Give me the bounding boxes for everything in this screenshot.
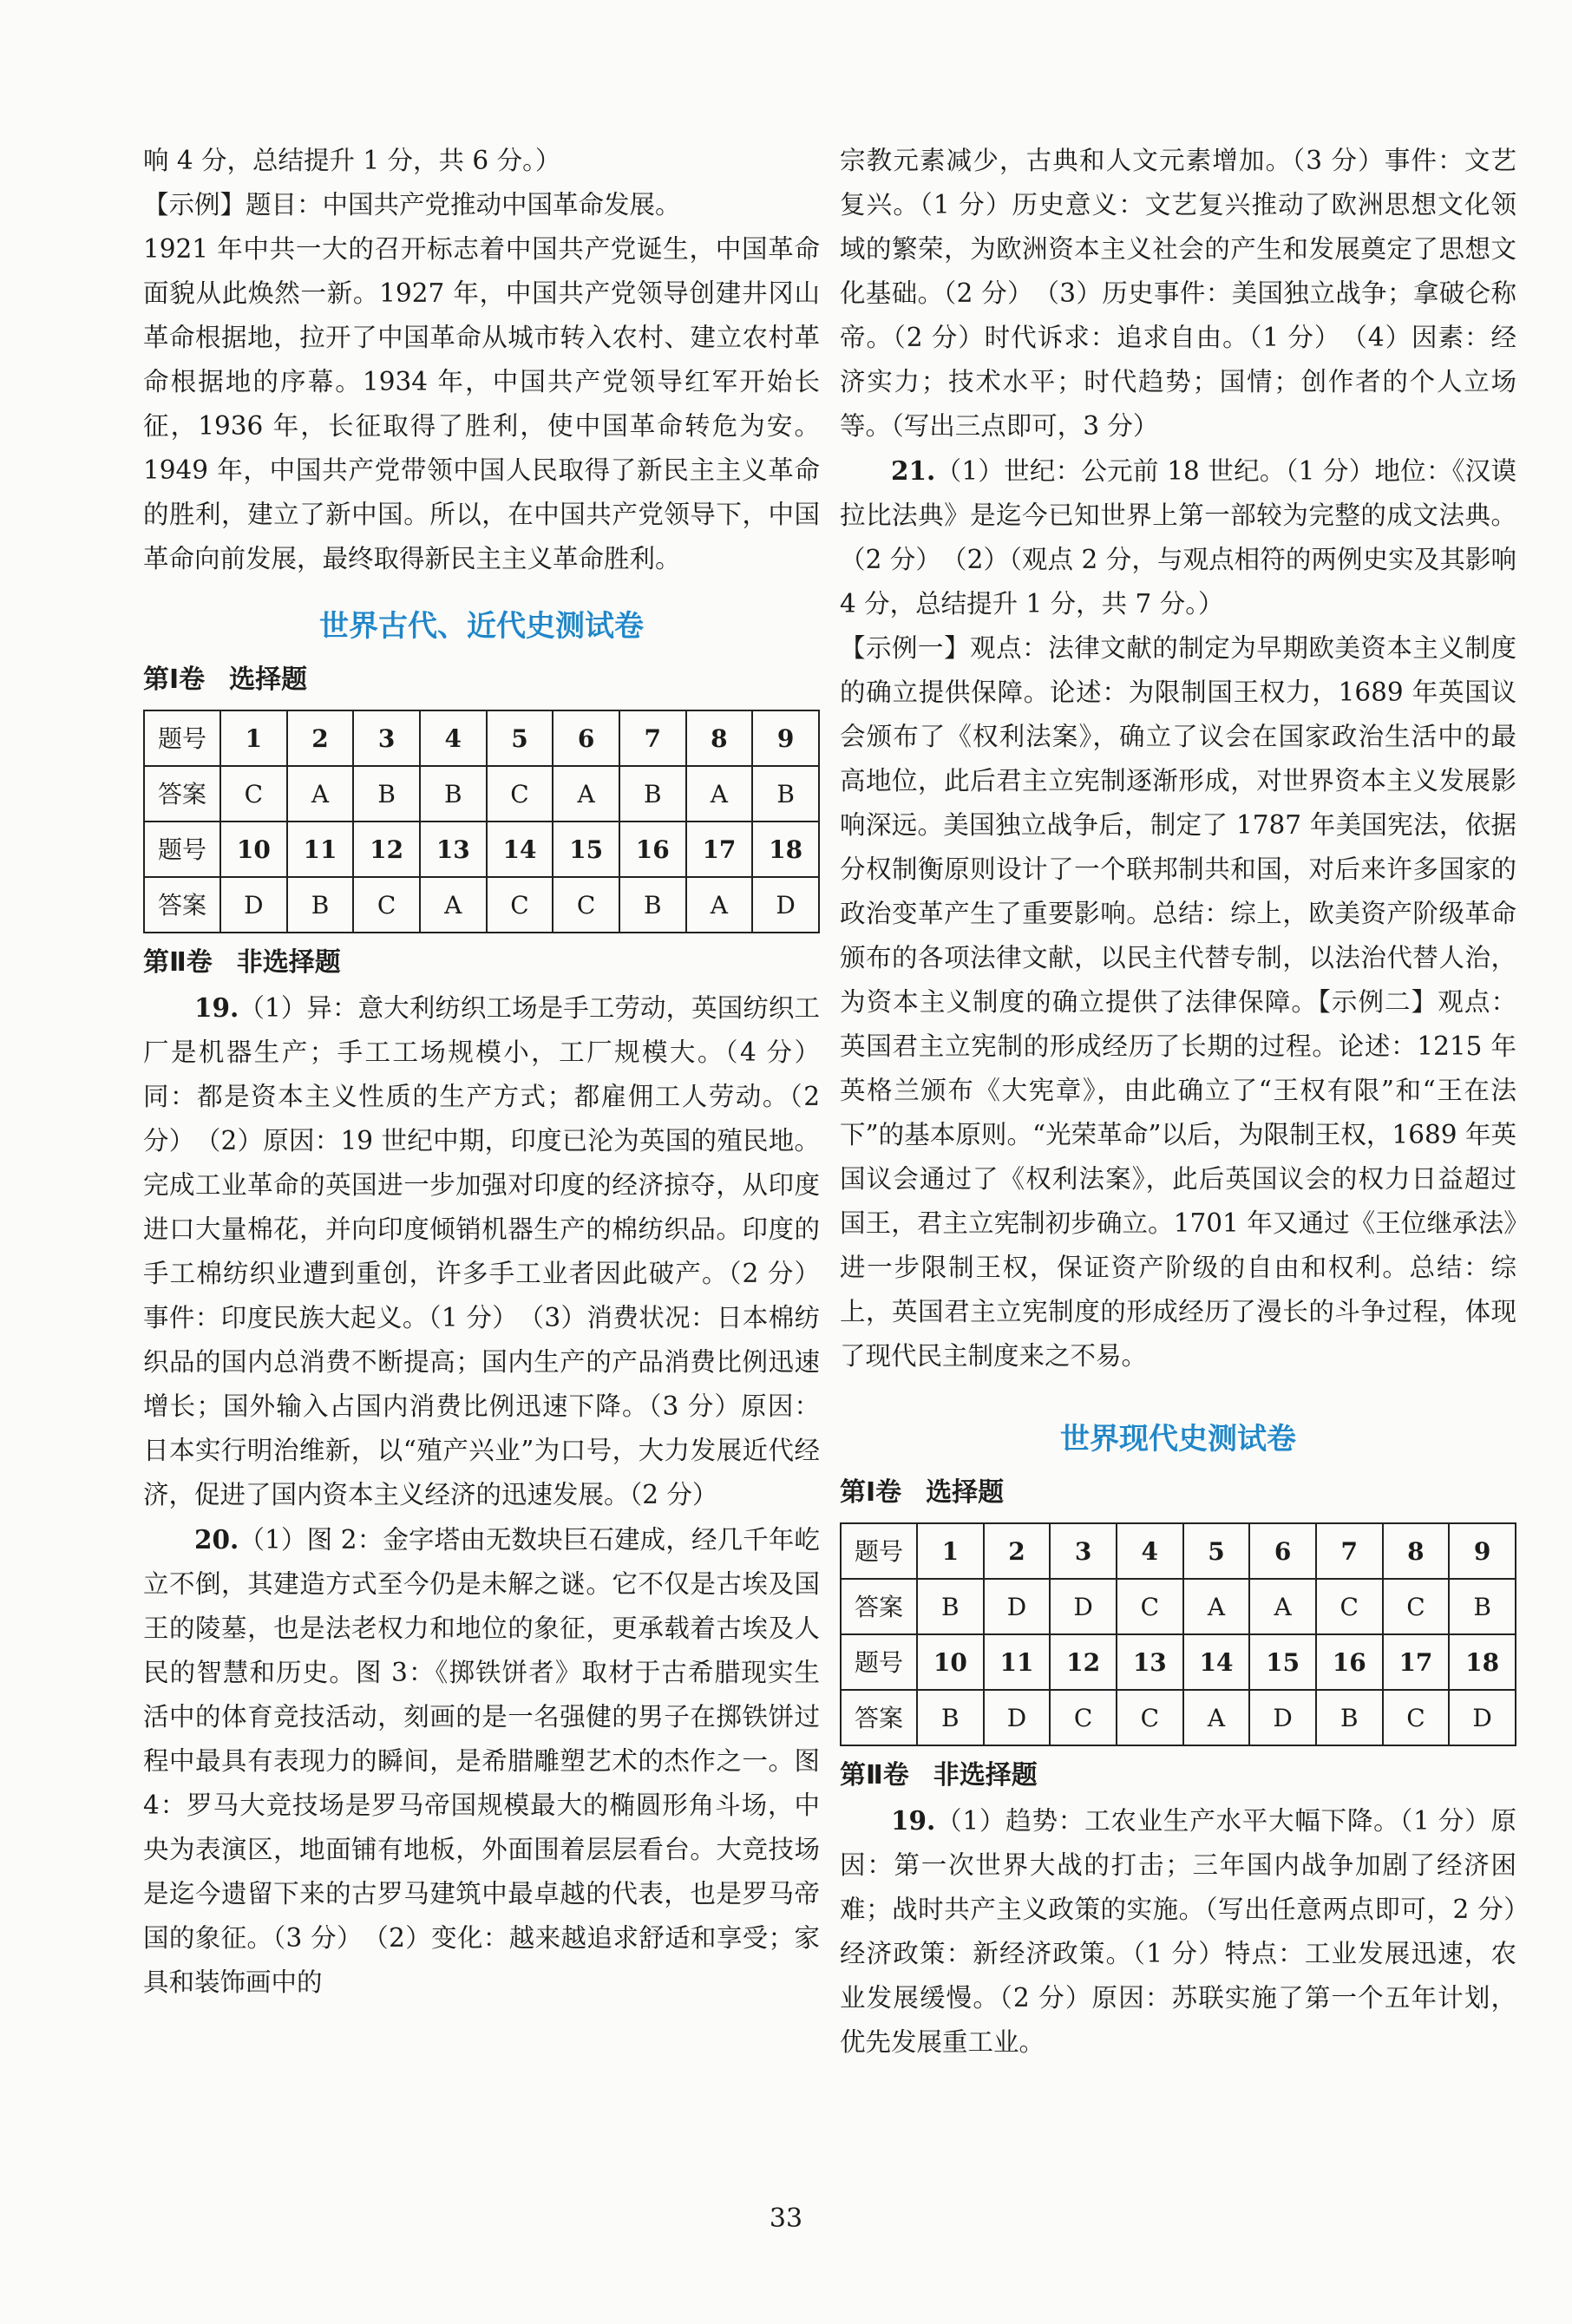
table-cell: A (686, 766, 753, 822)
part1-label: 第Ⅰ卷 (143, 664, 206, 695)
table-cell: 15 (553, 822, 619, 877)
table-cell: B (752, 766, 819, 822)
table-cell: 4 (420, 710, 487, 766)
table-cell: 14 (1183, 1634, 1250, 1690)
table-cell: C (487, 766, 553, 822)
table-cell: C (1117, 1579, 1183, 1634)
table-cell: A (1249, 1579, 1316, 1634)
table-cell: 10 (220, 822, 287, 877)
table-cell: 7 (1316, 1523, 1383, 1579)
answer-table-ancient (143, 710, 820, 933)
table-cell: C (487, 877, 553, 933)
left-column (143, 139, 820, 2005)
table-cell: 2 (287, 710, 354, 766)
part2-heading (840, 1753, 1516, 1798)
table-cell: B (619, 877, 686, 933)
table-cell: 16 (619, 822, 686, 877)
table-row-label: 题号 (841, 1634, 917, 1690)
page-number: 33 (769, 2203, 803, 2234)
table-cell: D (752, 877, 819, 933)
table-cell: 12 (1050, 1634, 1117, 1690)
table-cell: D (1249, 1690, 1316, 1745)
table-cell: 5 (1183, 1523, 1250, 1579)
table-cell: B (353, 766, 420, 822)
paragraph: 响 4 分，总结提升 1 分，共 6 分。） (143, 146, 561, 175)
table-cell: 15 (1249, 1634, 1316, 1690)
table-cell: 6 (1249, 1523, 1316, 1579)
table-cell: 4 (1117, 1523, 1183, 1579)
table-row (144, 877, 819, 933)
table-row (144, 766, 819, 822)
table-cell: A (1183, 1579, 1250, 1634)
table-row-label: 题号 (841, 1523, 917, 1579)
table-cell: A (420, 877, 487, 933)
question-number: 19. (891, 1805, 936, 1836)
table-cell: 3 (353, 710, 420, 766)
table-row (841, 1634, 1516, 1690)
answer-text: （1）图 2：金字塔由无数块巨石建成，经几千年屹立不倒，其建造方式至今仍是未解之谜。它不仅是古埃及国王的陵墓，也是法老权力和地位的象征，更承载着古埃及人民的智慧和历史。图 3：《掷铁饼者》取材于古希腊现实生活中的体育竞技活动，刻画的是一名强健的男子在掷铁饼过程中最具有表现力的瞬间，是希腊雕塑艺术的杰作之一。图 4：罗马大竞技场是罗马帝国规模最大的椭圆形角斗场，中央为表演区，地面铺有地板，外面围着层层看台。大竞技场是迄今遗留下来的古罗马建筑中最卓越的代表，也是罗马帝国的象征。（3 分） （2）变化：越来越追求舒适和享受；家具和装饰画中的 (143, 1525, 820, 1997)
question-20-answer (143, 1517, 820, 2005)
answer-text: （1）趋势：工农业生产水平大幅下降。（1 分）原因：第一次世界大战的打击；三年国内战争加剧了经济困难；战时共产主义政策的实施。（写出任意两点即可，2 分）经济政策：新经济政策。（1 分）特点：工业发展迅速，农业发展缓慢。（2 分）原因：苏联实施了第一个五年计划，优先发展重工业。 (840, 1806, 1516, 2057)
table-cell: A (553, 766, 619, 822)
table-cell: B (917, 1579, 984, 1634)
table-cell: 1 (220, 710, 287, 766)
table-row (841, 1579, 1516, 1634)
table-cell: A (287, 766, 354, 822)
question-number: 19. (194, 992, 239, 1023)
question-number: 20. (194, 1524, 239, 1555)
table-cell: 11 (984, 1634, 1051, 1690)
table-row-label: 答案 (841, 1579, 917, 1634)
table-cell: A (1183, 1690, 1250, 1745)
question-19-answer (143, 985, 820, 1517)
table-row-label: 答案 (144, 766, 220, 822)
answer-table-contemporary (840, 1522, 1516, 1746)
part1-heading (840, 1470, 1516, 1516)
answer-text: （1）异：意大利纺织工场是手工劳动，英国纺织工厂是机器生产；手工工场规模小，工厂规模大。（4 分）同：都是资本主义性质的生产方式；都雇佣工人劳动。（2 分） （2）原因：19 世纪中期，印度已沦为英国的殖民地。完成工业革命的英国进一步加强对印度的经济掠夺，从印度进口大量棉花，并向印度倾销机器生产的棉纺织品。印度的手工棉纺织业遭到重创，许多手工业者因此破产。（2 分）事件：印度民族大起义。（1 分） （3）消费状况：日本棉纺织品的国内总消费不断提高；国内生产的产品消费比例迅速增长；国外输入占国内消费比例迅速下降。（3 分）原因：日本实行明治维新，以“殖产兴业”为口号，大力发展近代经济，促进了国内资本主义经济的迅速发展。（2 分） (143, 993, 820, 1509)
table-row (841, 1690, 1516, 1745)
table-cell: B (420, 766, 487, 822)
table-cell: 13 (420, 822, 487, 877)
table-cell: D (1449, 1690, 1516, 1745)
question-number: 21. (891, 455, 936, 486)
table-cell: D (220, 877, 287, 933)
table-cell: C (1117, 1690, 1183, 1745)
table-row-label: 题号 (144, 822, 220, 877)
table-cell: B (1316, 1690, 1383, 1745)
table-cell: C (353, 877, 420, 933)
table-cell: B (1449, 1579, 1516, 1634)
section-title-contemporary: 世界现代史测试卷 (1060, 1422, 1296, 1457)
table-cell: 9 (752, 710, 819, 766)
table-cell: 14 (487, 822, 553, 877)
table-row (144, 822, 819, 877)
table-row (841, 1523, 1516, 1579)
table-cell: 10 (917, 1634, 984, 1690)
part1-heading (143, 658, 820, 703)
table-cell: D (984, 1579, 1051, 1634)
question-21-answer (840, 448, 1516, 626)
part2-label: 第Ⅱ卷 (840, 1760, 909, 1790)
table-row-label: 题号 (144, 710, 220, 766)
table-cell: A (686, 877, 753, 933)
table-cell: B (917, 1690, 984, 1745)
example-heading: 【示例】题目：中国共产党推动中国革命发展。 (143, 190, 681, 219)
right-column (840, 139, 1516, 2065)
table-cell: C (553, 877, 619, 933)
table-cell: C (1316, 1579, 1383, 1634)
paragraph: 宗教元素减少，古典和人文元素增加。（3 分）事件：文艺复兴。（1 分）历史意义：文艺复兴推动了欧洲思想文化领域的繁荣，为欧洲资本主义社会的产生和发展奠定了思想文化基础。（2 分） （3）历史事件：美国独立战争；拿破仑称帝。（2 分）时代诉求：追求自由。（1 分） （4）因素：经济实力；技术水平；时代趋势；国情；创作者的个人立场等。（写出三点即可，3 分） (840, 146, 1516, 441)
part1-label: 第Ⅰ卷 (840, 1477, 902, 1508)
table-row-label: 答案 (841, 1690, 917, 1745)
part1-name: 选择题 (926, 1477, 1005, 1508)
table-cell: D (984, 1690, 1051, 1745)
part2-label: 第Ⅱ卷 (143, 947, 213, 978)
table-cell: 18 (1449, 1634, 1516, 1690)
part2-name: 非选择题 (933, 1760, 1038, 1790)
table-cell: 9 (1449, 1523, 1516, 1579)
table-cell: 7 (619, 710, 686, 766)
table-cell: C (1050, 1690, 1117, 1745)
table-cell: 6 (553, 710, 619, 766)
table-cell: C (220, 766, 287, 822)
table-cell: 11 (287, 822, 354, 877)
question-19-answer (840, 1798, 1516, 2065)
table-cell: C (1383, 1690, 1450, 1745)
table-cell: 13 (1117, 1634, 1183, 1690)
part2-name: 非选择题 (236, 947, 341, 978)
table-cell: 1 (917, 1523, 984, 1579)
table-row-label: 答案 (144, 877, 220, 933)
table-cell: 17 (686, 822, 753, 877)
table-cell: D (1050, 1579, 1117, 1634)
table-cell: B (287, 877, 354, 933)
table-cell: B (619, 766, 686, 822)
table-row (144, 710, 819, 766)
part1-name: 选择题 (229, 664, 308, 695)
table-cell: 5 (487, 710, 553, 766)
table-cell: 3 (1050, 1523, 1117, 1579)
table-cell: 16 (1316, 1634, 1383, 1690)
table-cell: C (1383, 1579, 1450, 1634)
table-cell: 8 (686, 710, 753, 766)
table-cell: 17 (1383, 1634, 1450, 1690)
part2-heading (143, 940, 820, 985)
table-cell: 18 (752, 822, 819, 877)
example-body: 1921 年中共一大的召开标志着中国共产党诞生，中国革命面貌从此焕然一新。1927 年，中国共产党领导创建井冈山革命根据地，拉开了中国革命从城市转入农村、建立农村革命根据地的序幕。1934 年，中国共产党领导红军开始长征，1936 年，长征取得了胜利，使中国革命转危为安。1949 年，中国共产党带领中国人民取得了新民主主义革命的胜利，建立了新中国。所以，在中国共产党领导下，中国革命向前发展，最终取得新民主主义革命胜利。 (143, 234, 820, 573)
section-title-ancient-modern: 世界古代、近代史测试卷 (319, 609, 644, 644)
example-paragraph: 【示例一】观点：法律文献的制定为早期欧美资本主义制度的确立提供保障。论述：为限制国王权力，1689 年英国议会颁布了《权利法案》，确立了议会在国家政治生活中的最高地位，此后君主立宪制逐渐形成，对世界资本主义发展影响深远。美国独立战争后，制定了 1787 年美国宪法，依据分权制衡原则设计了一个联邦制共和国，对后来许多国家的政治变革产生了重要影响。总结：综上，欧美资产阶级革命颁布的各项法律文献，以民主代替专制，以法治代替人治，为资本主义制度的确立提供了法律保障。【示例二】观点：英国君主立宪制的形成经历了长期的过程。论述：1215 年英格兰颁布《大宪章》，由此确立了“王权有限”和“王在法下”的基本原则。“光荣革命”以后，为限制王权，1689 年英国议会通过了《权利法案》，此后英国议会的权力日益超过国王，君主立宪制初步确立。1701 年又通过《王位继承法》进一步限制王权，保证资产阶级的自由和权利。总结：综上，英国君主立宪制度的形成经历了漫长的斗争过程，体现了现代民主制度来之不易。 (840, 633, 1516, 1371)
table-cell: 12 (353, 822, 420, 877)
table-cell: 2 (984, 1523, 1051, 1579)
answer-text: （1）世纪：公元前 18 世纪。（1 分）地位：《汉谟拉比法典》是迄今已知世界上第一部较为完整的成文法典。（2 分） （2）（观点 2 分，与观点相符的两例史实及其影响 4 分，总结提升 1 分，共 7 分。） (840, 456, 1516, 619)
table-cell: 8 (1383, 1523, 1450, 1579)
